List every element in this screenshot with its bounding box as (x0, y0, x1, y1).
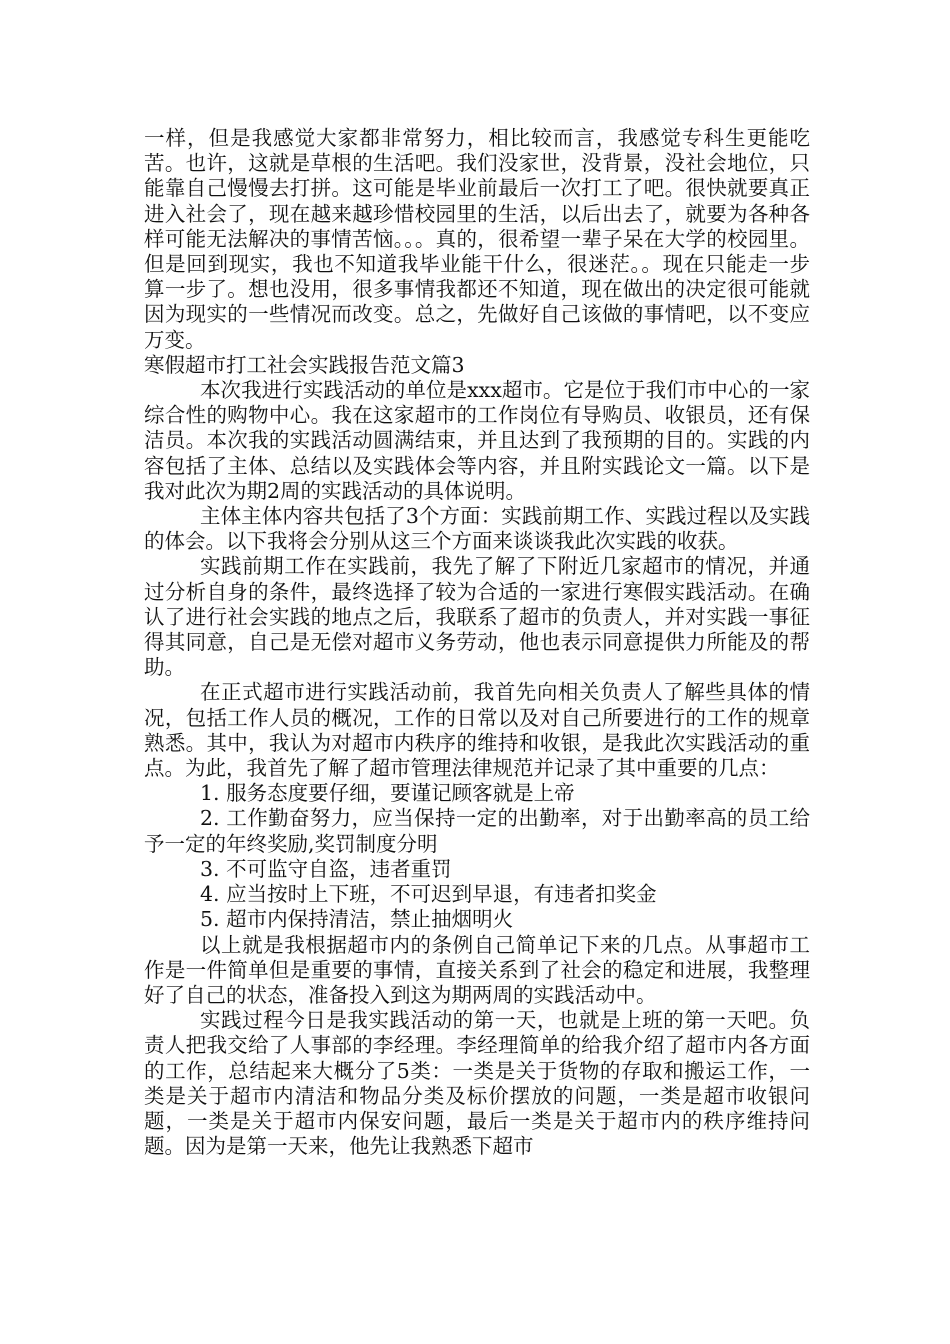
paragraph-preparation: 实践前期工作在实践前，我先了解了下附近几家超市的情况，并通过分析自身的条件，最终选择了较为合适的一家进行寒假实践活动。在确认了进行社会实践的地点之后，我联系了超市的负责人，并对实践一事征得其同意，自己是无偿对超市义务劳动，他也表示同意提供力所能及的帮助。 (144, 554, 810, 680)
list-item: 3. 不可监守自盗，违者重罚 (200, 856, 452, 881)
paragraph-intro: 本次我进行实践活动的单位是xxx超市。它是位于我们市中心的一家综合性的购物中心。我在这家超市的工作岗位有导购员、收银员，还有保洁员。本次我的实践活动圆满结束，并且达到了我预期的目的。实践的内容包括了主体、总结以及实践体会等内容，并且附实践论文一篇。以下是我对此次为期2周的实践活动的具体说明。 (144, 378, 810, 503)
paragraph-summary: 以上就是我根据超市内的条例自己简单记下来的几点。从事超市工作是一件简单但是重要的事情，直接关系到了社会的稳定和进展，我整理好了自己的状态，准备投入到这为期两周的实践活动中。 (144, 932, 810, 1007)
list-item: 4. 应当按时上下班，不可迟到早退，有违者扣奖金 (200, 882, 657, 907)
paragraph-continuation: 一样，但是我感觉大家都非常努力，相比较而言，我感觉专科生更能吃苦。也许，这就是草根的生活吧。我们没家世，没背景，没社会地位，只能靠自己慢慢去打拼。这可能是毕业前最后一次打工了吧。很快就要真正进入社会了，现在越来越珍惜校园里的生活，以后出去了，就要为各种各样可能无法解决的事情苦恼。。。真的，很希望一辈子呆在大学的校园里。但是回到现实，我也不知道我毕业能干什么，很迷茫。。现在只能走一步算一步了。想也没用，很多事情我都还不知道，现在做出的决定很可能就因为现实的一些情况而改变。总之，先做好自己该做的事情吧，以不变应万变。 (144, 126, 810, 352)
list-item: 5. 超市内保持清洁，禁止抽烟明火 (200, 907, 514, 932)
paragraph-before-practice: 在正式超市进行实践活动前，我首先向相关负责人了解些具体的情况，包括工作人员的概况，工作的日常以及对自己所要进行的工作的规章熟悉。其中，我认为对超市内秩序的维持和收银，是我此次实践活动的重点。为此，我首先了解了超市管理法律规范并记录了其中重要的几点： (144, 680, 810, 781)
list-item: 2. 工作勤奋努力，应当保持一定的出勤率，对于出勤率高的员工给予一定的年终奖励,奖罚制度分明 (144, 806, 810, 856)
paragraph-practice-process: 实践过程今日是我实践活动的第一天，也就是上班的第一天吧。负责人把我交给了人事部的李经理。李经理简单的给我介绍了超市内各方面的工作，总结起来大概分了5类：一类是关于货物的存取和搬运工作，一类是关于超市内清洁和物品分类及标价摆放的问题，一类是超市收银问题，一类是关于超市内保安问题，最后一类是关于超市内的秩序维持问题。因为是第一天来，他先让我熟悉下超市 (144, 1008, 810, 1159)
paragraph-main-content: 主体主体内容共包括了3个方面：实践前期工作、实践过程以及实践的体会。以下我将会分别从这三个方面来谈谈我此次实践的收获。 (144, 504, 810, 554)
list-item: 1. 服务态度要仔细，要谨记顾客就是上帝 (200, 781, 575, 806)
document-page (144, 126, 810, 1159)
section-title: 寒假超市打工社会实践报告范文篇3 (144, 352, 465, 377)
rules-list (144, 781, 810, 932)
